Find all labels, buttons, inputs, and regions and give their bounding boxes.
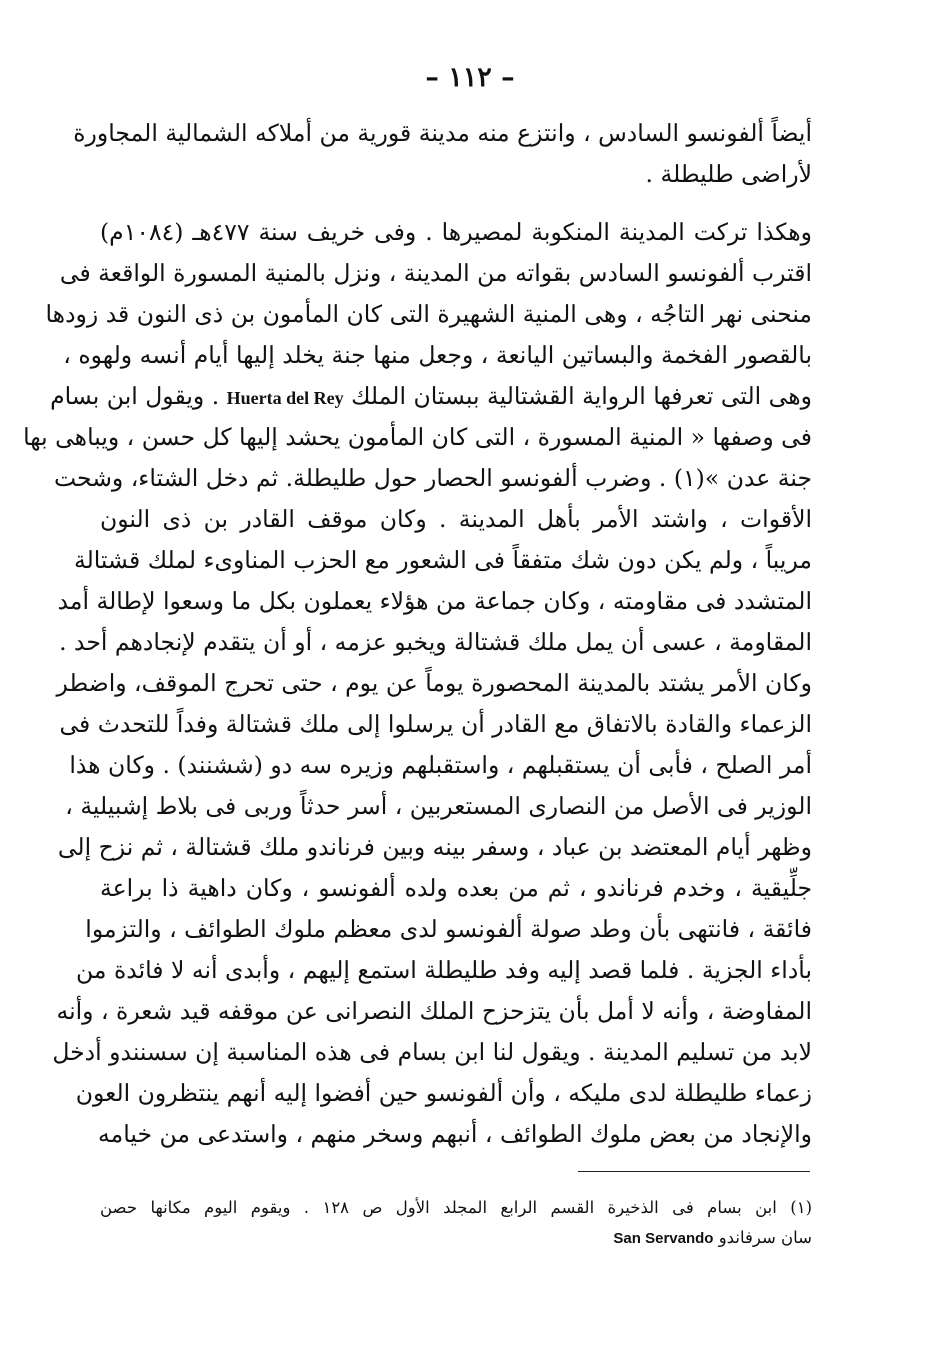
text-line: وهكذا تركت المدينة المنكوبة لمصيرها . وفى خريف سنة ٤٧٧هـ (١٠٨٤م) [100, 218, 812, 246]
footnote-separator [578, 1171, 810, 1172]
text-line: الأقوات ، واشتد الأمر بأهل المدينة . وكان موقف القادر بن ذى النون [100, 505, 812, 533]
text-line: المقاومة ، عسى أن يمل ملك قشتالة ويخبو عزمه ، أو أن يتقدم لإنجادهم أحد . [59, 628, 812, 656]
text-line: المتشدد فى مقاومته ، وكان جماعة من هؤلاء يعملون بكل ما وسعوا لإطالة أمد [57, 587, 812, 615]
footnote-latin-name: San Servando [613, 1230, 714, 1247]
paragraph-main [23, 212, 812, 1155]
text-line: وظهر أيام المعتضد بن عباد ، وسفر بينه وبين فرناندو ملك قشتالة ، ثم نزح إلى [57, 833, 812, 861]
text-line-with-latin [50, 376, 812, 417]
text-line: وكان الأمر يشتد بالمدينة المحصورة يوماً عن يوم ، حتى تحرج الموقف، واضطر [56, 669, 812, 697]
text-line: اقترب ألفونسو السادس بقواته من المدينة ، ونزل بالمنية المسورة الواقعة فى [59, 259, 812, 287]
text-line: والإنجاد من بعض ملوك الطوائف ، أنبهم وسخر منهم ، واستدعى من خيامه [98, 1120, 812, 1148]
footnote-arabic-name: سان سرفاندو [718, 1228, 812, 1247]
text-line: جلِّيقية ، وخدم فرناندو ، ثم من بعده ولده ألفونسو ، وكان داهية ذا براعة [100, 874, 812, 902]
text-line: الزعماء والقادة بالاتفاق مع القادر أن يرسلوا إلى ملك قشتالة وفداً للتحدث فى [59, 710, 812, 738]
latin-term: Huerta del Rey [226, 388, 344, 408]
text-segment: . ويقول ابن بسام [50, 382, 220, 410]
text-line: مريباً ، ولم يكن دون شك متفقاً فى الشعور مع الحزب المناوىء لملك قشتالة [74, 546, 812, 574]
text-line: أمر الصلح ، فأبى أن يستقبلهم ، واستقبلهم وزيره سه دو (ششنند) . وكان هذا [69, 751, 812, 779]
text-line: بالقصور الفخمة والبساتين اليانعة ، وجعل منها جنة يخلد إليها أيام أنسه ولهوه ، [63, 341, 812, 369]
page-number: – ١١٢ – [425, 62, 515, 93]
text-line: جنة عدن »(١) . وضرب ألفونسو الحصار حول طليطلة. ثم دخل الشتاء، وشحت [53, 464, 812, 492]
footnote-line [100, 1223, 812, 1253]
text-line: فائقة ، فانتهى بأن وطد صولة ألفونسو لدى معظم ملوك الطوائف ، والتزموا [85, 915, 812, 943]
footnote [100, 1193, 812, 1253]
text-line: المفاوضة ، وأنه لا أمل بأن يتزحزح الملك النصرانى عن موقفه قيد شعرة ، وأنه [56, 997, 812, 1025]
text-line: فى وصفها « المنية المسورة ، التى كان المأمون يحشد إليها كل حسن ، ويباهى بها [23, 423, 812, 451]
text-line: الوزير فى الأصل من النصارى المستعربين ، أسر حدثاً وربى فى بلاط إشبيلية ، [65, 792, 812, 820]
text-line: بأداء الجزية . فلما قصد إليه وفد طليطلة استمع إليهم ، وأبدى أنه لا فائدة من [76, 956, 812, 984]
text-line: أيضاً ألفونسو السادس ، وانتزع منه مدينة قورية من أملاكه الشمالية المجاورة [73, 119, 812, 147]
text-line: لابد من تسليم المدينة . ويقول لنا ابن بسام فى هذه المناسبة إن سسنندو أدخل [52, 1038, 812, 1066]
paragraph-continuation [73, 113, 812, 195]
text-line: زعماء طليطلة لدى مليكه ، وأن ألفونسو حين أفضوا إليه أنهم ينتظرون العون [75, 1079, 812, 1107]
footnote-line: (١) ابن بسام فى الذخيرة القسم الرابع المجلد الأول ص ١٢٨ . ويقوم اليوم مكانها حصن [100, 1198, 812, 1217]
text-line: لأراضى طليطلة . [645, 160, 812, 188]
text-line: منحنى نهر التاجُه ، وهى المنية الشهيرة التى كان المأمون بن ذى النون قد زودها [45, 300, 812, 328]
text-segment: وهى التى تعرفها الرواية القشتالية ببستان الملك [351, 382, 812, 410]
